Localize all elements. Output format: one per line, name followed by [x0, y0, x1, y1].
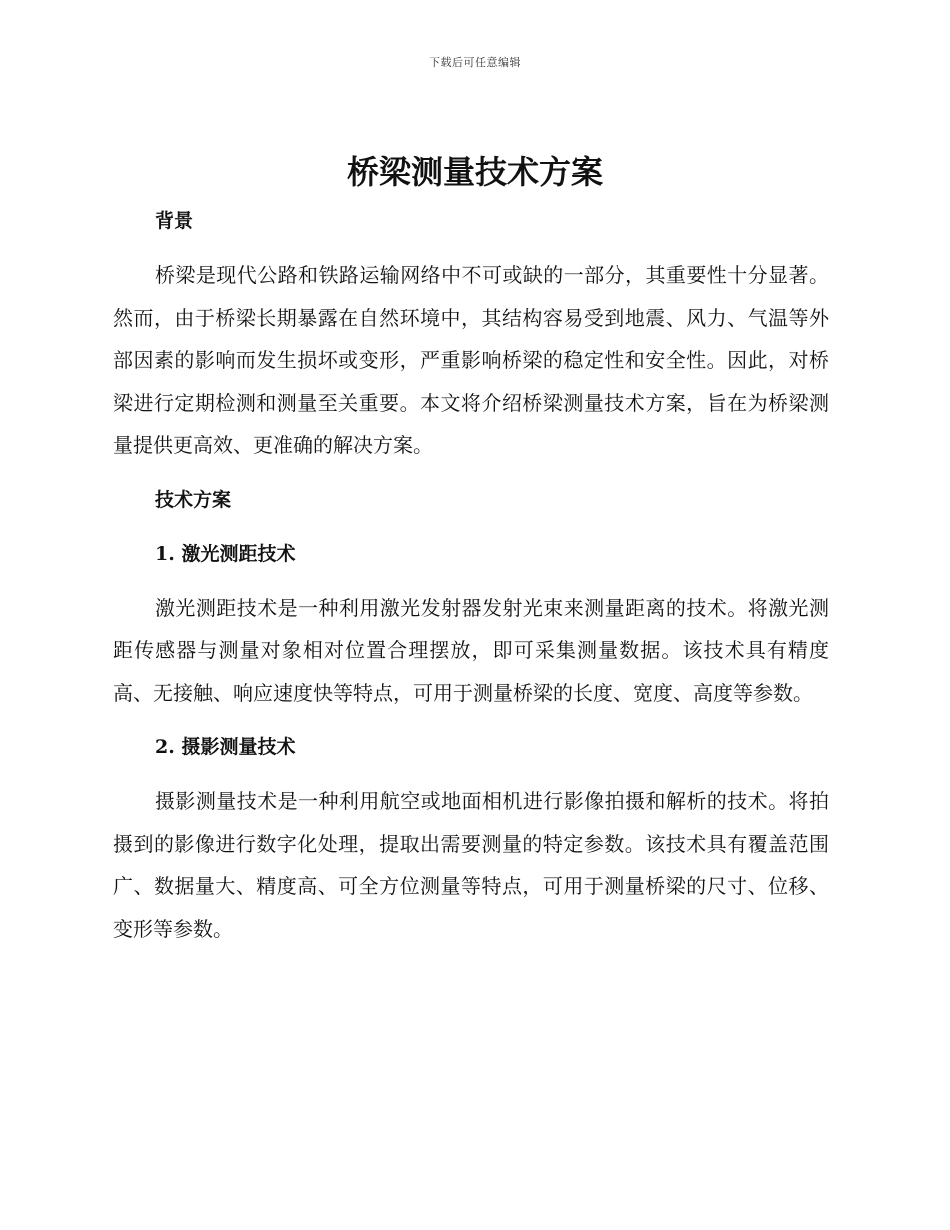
subsection-heading-laser-ranging: 1. 激光测距技术 — [155, 542, 296, 565]
page-header-note: 下载后可任意编辑 — [429, 56, 521, 69]
section-heading-background: 背景 — [155, 210, 194, 232]
subsection-heading-photogrammetry: 2. 摄影测量技术 — [155, 736, 296, 758]
document-body — [113, 200, 829, 950]
paragraph-background: 桥梁是现代公路和铁路运输网络中不可或缺的一部分，其重要性十分显著。然而，由于桥梁长期暴露在自然环境中，其结构容易受到地震、风力、气温等外部因素的影响而发生损坏或变形，严重影响桥梁的稳定性和安全性。因此，对桥梁进行定期检测和测量至关重要。本文将介绍桥梁测量技术方案，旨在为桥梁测量提供更高效、更准确的解决方案。 — [113, 263, 829, 457]
section-heading-technical-plan: 技术方案 — [155, 488, 232, 511]
document-title: 桥梁测量技术方案 — [346, 153, 603, 191]
paragraph-laser-ranging: 激光测距技术是一种利用激光发射器发射光束来测量距离的技术。将激光测距传感器与测量对象相对位置合理摆放，即可采集测量数据。该技术具有精度高、无接触、响应速度快等特点，可用于测量桥梁的长度、宽度、高度等参数。 — [113, 595, 829, 705]
paragraph-photogrammetry: 摄影测量技术是一种利用航空或地面相机进行影像拍摄和解析的技术。将拍摄到的影像进行数字化处理，提取出需要测量的特定参数。该技术具有覆盖范围广、数据量大、精度高、可全方位测量等特点，可用于测量桥梁的尺寸、位移、变形等参数。 — [113, 789, 829, 941]
